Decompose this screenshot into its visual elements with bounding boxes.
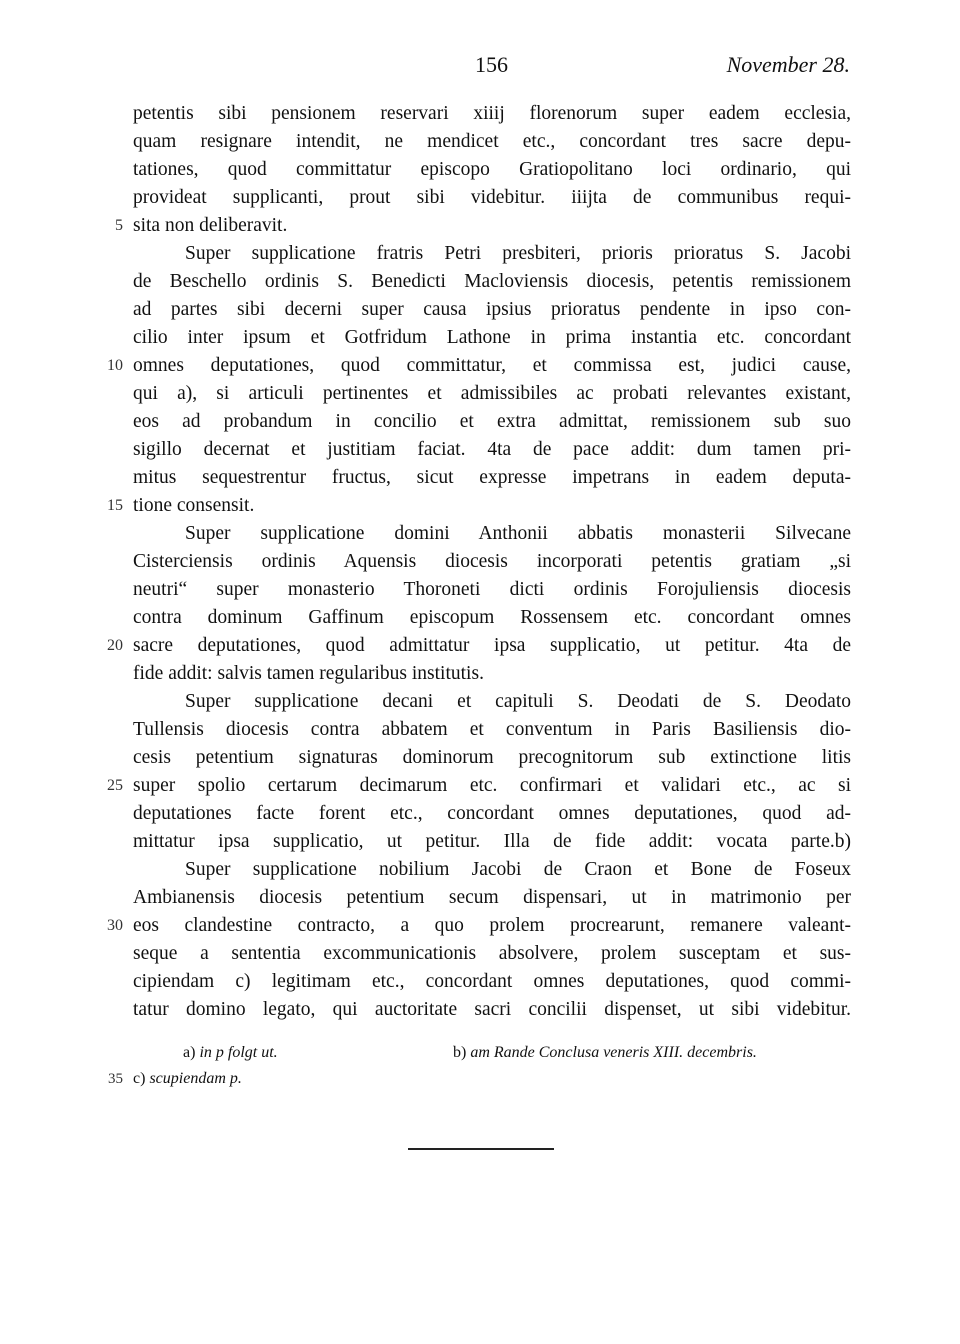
line-text: seque a sententia excommunicationis absolvere, prolem susceptam et sus- — [133, 943, 851, 964]
line-text: deputationes facte forent etc., concordant omnes deputationes, quod ad- — [133, 803, 851, 824]
line-text: super spolio certarum decimarum etc. confirmari et validari etc., ac si — [133, 775, 851, 796]
line-text: cesis petentium signaturas dominorum precognitorum sub extinctione litis — [133, 747, 851, 768]
bottom-rule — [408, 1148, 554, 1150]
line-text: Super supplicatione decani et capituli S. Deodati de S. Deodato — [185, 691, 851, 712]
line-text: provideat supplicanti, prout sibi videbitur. iiijta de communibus requi- — [133, 187, 851, 208]
footnote-a — [183, 1040, 278, 1066]
text-line — [133, 800, 851, 828]
footnote-c — [133, 1066, 242, 1092]
text-line — [133, 828, 851, 856]
footnote-a-mark: a) — [183, 1044, 196, 1061]
footnote-b — [453, 1040, 757, 1066]
main-text — [107, 100, 851, 1024]
line-text: Super supplicatione nobilium Jacobi de Craon et Bone de Foseux — [185, 859, 851, 880]
footnote-line-1 — [133, 1040, 851, 1066]
line-number: 15 — [107, 497, 123, 514]
footnote-c-text: scupiendam p. — [149, 1070, 242, 1087]
line-text: sita non deliberavit. — [133, 215, 288, 236]
text-line — [133, 156, 851, 184]
text-line — [133, 604, 851, 632]
line-text: Ambianensis diocesis petentium secum dispensari, ut in matrimonio per — [133, 887, 851, 908]
text-line — [115, 212, 851, 240]
text-line — [133, 380, 851, 408]
line-number: 5 — [115, 217, 123, 234]
text-line — [107, 352, 851, 380]
line-number: 10 — [107, 357, 123, 374]
text-line — [133, 296, 851, 324]
text-line — [133, 436, 851, 464]
text-line — [133, 268, 851, 296]
text-line — [107, 912, 851, 940]
footnotes — [108, 1040, 851, 1092]
line-text: eos clandestine contracto, a quo prolem procrearunt, remanere valeant- — [133, 915, 851, 936]
line-text: petentis sibi pensionem reservari xiiij florenorum super eadem ecclesia, — [133, 103, 851, 124]
running-head: November 28. — [726, 52, 850, 77]
footnote-a-text: in p folgt ut. — [199, 1044, 278, 1061]
text-line — [133, 576, 851, 604]
text-line — [133, 660, 851, 688]
line-text: cipiendam c) legitimam etc., concordant omnes deputationes, quod commi- — [133, 971, 851, 992]
text-line — [133, 100, 851, 128]
line-text: eos ad probandum in concilio et extra admittat, remissionem sub suo — [133, 411, 851, 432]
line-text: Tullensis diocesis contra abbatem et conventum in Paris Basiliensis dio- — [133, 719, 851, 740]
line-text: Super supplicatione domini Anthonii abbatis monasterii Silvecane — [185, 523, 851, 544]
line-text: tatur domino legato, qui auctoritate sacri concilii dispenset, ut sibi videbitur. — [133, 999, 851, 1020]
line-text: neutri“ super monasterio Thoroneti dicti ordinis Forojuliensis diocesis — [133, 579, 851, 600]
text-line — [133, 968, 851, 996]
page-number: 156 — [475, 52, 508, 77]
line-text: de Beschello ordinis S. Benedicti Macloviensis diocesis, petentis remissionem — [133, 271, 851, 292]
line-text: Cisterciensis ordinis Aquensis diocesis incorporati petentis gratiam „si — [133, 551, 851, 572]
text-line — [133, 324, 851, 352]
page-header — [0, 52, 960, 86]
line-text: Super supplicatione fratris Petri presbiteri, prioris prioratus S. Jacobi — [185, 243, 851, 264]
text-line — [107, 492, 851, 520]
line-text: tione consensit. — [133, 495, 255, 516]
line-text: ad partes sibi decerni super causa ipsius prioratus pendente in ipso con- — [133, 299, 851, 320]
line-text: tationes, quod committatur episcopo Gratiopolitano loci ordinario, qui — [133, 159, 851, 180]
footnote-b-text: am Rande Conclusa veneris XIII. decembris. — [470, 1044, 757, 1061]
line-text: fide addit: salvis tamen regularibus institutis. — [133, 663, 484, 684]
text-line — [133, 408, 851, 436]
text-line — [133, 464, 851, 492]
footnote-c-mark: c) — [133, 1070, 146, 1087]
line-text: mitus sequestrentur fructus, sicut expresse impetrans in eadem deputa- — [133, 467, 851, 488]
line-number: 30 — [107, 917, 123, 934]
text-line — [107, 632, 851, 660]
line-text: sacre deputationes, quod admittatur ipsa supplicatio, ut petitur. 4ta de — [133, 635, 851, 656]
line-text: qui a), si articuli pertinentes et admissibiles ac probati relevantes existant, — [133, 383, 851, 404]
text-line — [133, 940, 851, 968]
text-line — [133, 856, 851, 884]
text-line — [133, 240, 851, 268]
text-line — [133, 688, 851, 716]
text-line — [133, 716, 851, 744]
line-text: contra dominum Gaffinum episcopum Rossensem etc. concordant omnes — [133, 607, 851, 628]
footnote-b-mark: b) — [453, 1044, 467, 1061]
text-line — [133, 996, 851, 1024]
line-number: 20 — [107, 637, 123, 654]
line-text: cilio inter ipsum et Gotfridum Lathone in prima instantia etc. concordant — [133, 327, 851, 348]
text-line — [133, 548, 851, 576]
text-line — [133, 128, 851, 156]
line-text: sigillo decernat et justitiam faciat. 4ta de pace addit: dum tamen pri- — [133, 439, 851, 460]
text-line — [133, 884, 851, 912]
line-text: mittatur ipsa supplicatio, ut petitur. Illa de fide addit: vocata parte.b) — [133, 831, 851, 852]
line-text: quam resignare intendit, ne mendicet etc., concordant tres sacre depu- — [133, 131, 851, 152]
line-text: omnes deputationes, quod committatur, et commissa est, judici cause, — [133, 355, 851, 376]
text-line — [107, 772, 851, 800]
footnote-line-2 — [108, 1066, 851, 1092]
line-number: 25 — [107, 777, 123, 794]
text-line — [133, 744, 851, 772]
text-line — [133, 184, 851, 212]
text-line — [133, 520, 851, 548]
line-number: 35 — [108, 1071, 123, 1087]
